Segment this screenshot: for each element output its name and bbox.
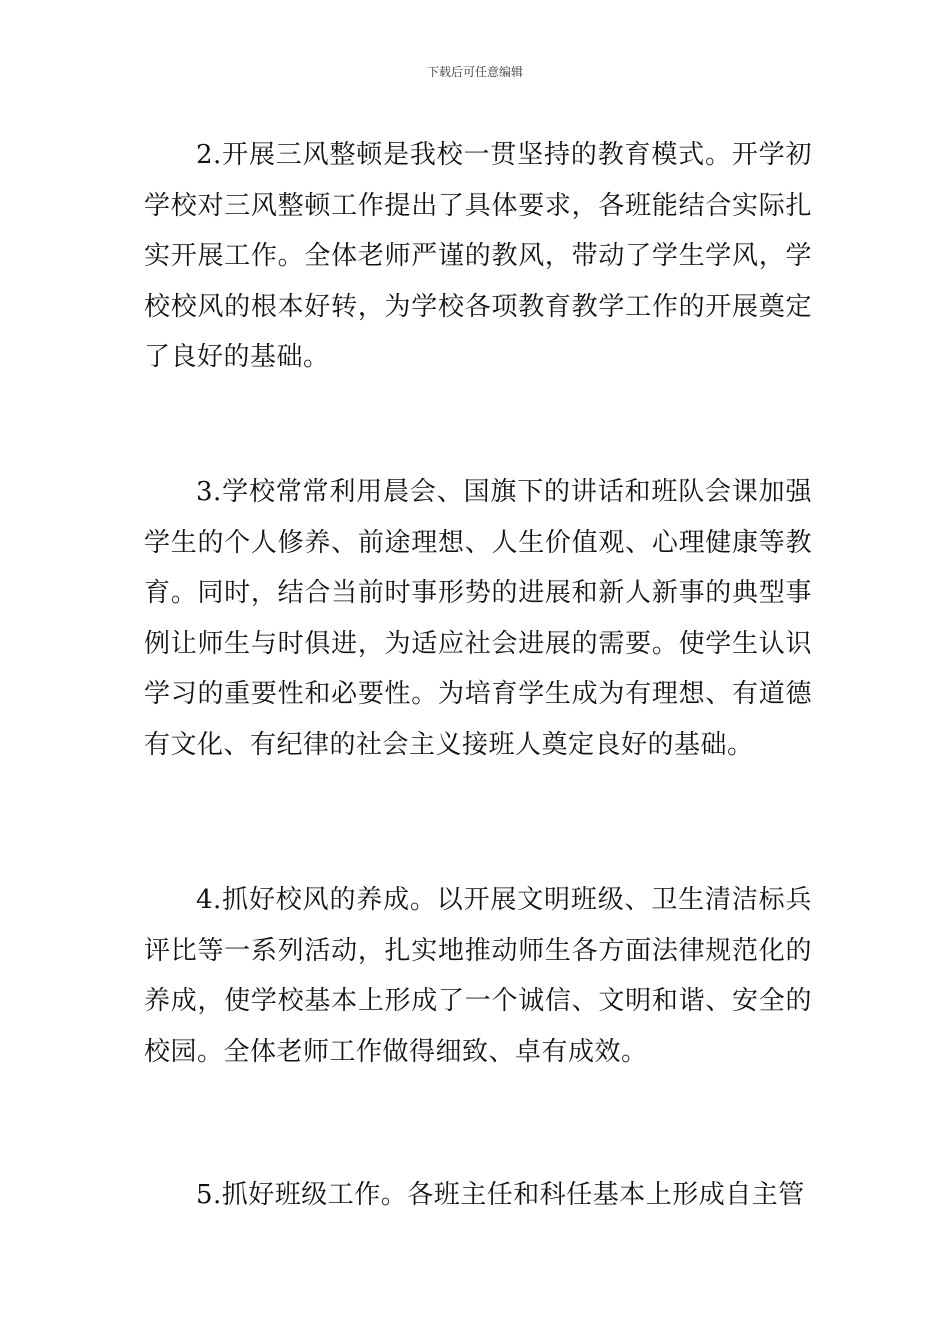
paragraph-3: 3.学校常常利用晨会、国旗下的讲话和班队会课加强学生的个人修养、前途理想、人生价值观、心理健康等教育。同时，结合当前时事形势的进展和新人新事的典型事例让师生与时俱进，为适应社会进展的需要。使学生认识学习的重要性和必要性。为培育学生成为有理想、有道德有文化、有纪律的社会主义接班人奠定良好的基础。 <box>144 477 812 760</box>
paragraph-2: 2.开展三风整顿是我校一贯坚持的教育模式。开学初学校对三风整顿工作提出了具体要求，各班能结合实际扎实开展工作。全体老师严谨的教风，带动了学生学风，学校校风的根本好转，为学校各项教育教学工作的开展奠定了良好的基础。 <box>144 140 812 372</box>
page-header: 下载后可任意编辑 <box>426 65 523 79</box>
paragraph-5: 5.抓好班级工作。各班主任和科任基本上形成自主管 <box>196 1180 805 1210</box>
paragraph-4: 4.抓好校风的养成。以开展文明班级、卫生清洁标兵评比等一系列活动，扎实地推动师生各方面法律规范化的养成，使学校基本上形成了一个诚信、文明和谐、安全的校园。全体老师工作做得细致、卓有成效。 <box>144 885 812 1067</box>
